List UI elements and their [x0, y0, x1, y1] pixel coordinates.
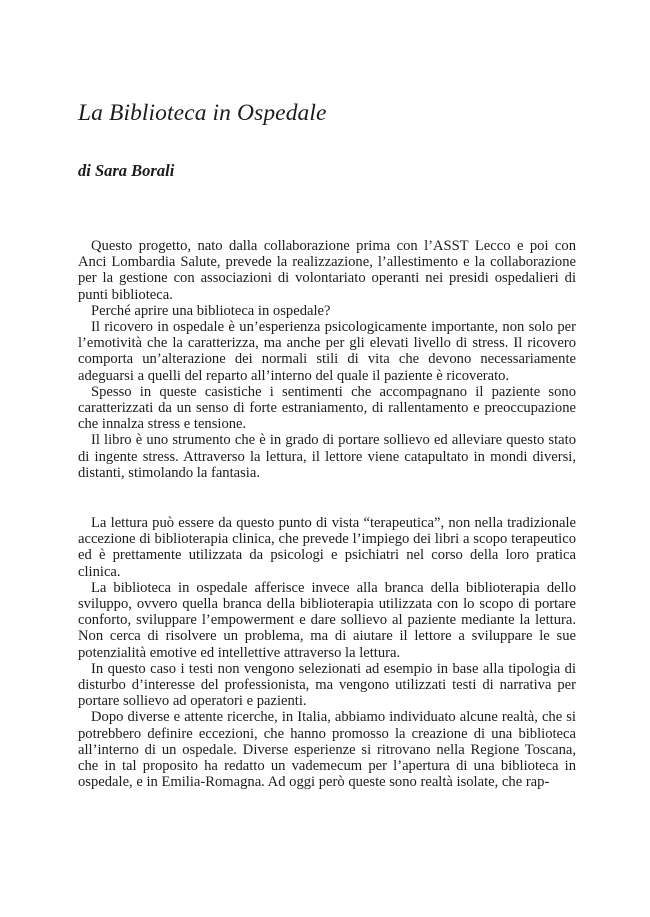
- paragraph: La biblioteca in ospedale afferisce invece alla branca della biblioterapia dello sviluppo, ovvero quella branca della biblioterapia utilizzata con lo scopo di portare conforto, sviluppare l’empowerment e dare sollievo al paziente mediante la lettura. Non cerca di risolvere un problema, ma di aiutare il lettore a sviluppare le sue potenzialità emotive ed intellettive attraverso la lettura.: [78, 579, 576, 661]
- paragraph: Perché aprire una biblioteca in ospedale?: [91, 302, 331, 319]
- paragraph: Questo progetto, nato dalla collaborazione prima con l’ASST Lecco e poi con Anci Lombardia Salute, prevede la realizzazione, l’allestimento e la collaborazione per la gestione con associazioni di volontariato operanti nei presidi ospedalieri di punti biblioteca.: [78, 238, 576, 303]
- body-section-1: [78, 238, 576, 481]
- paragraph: Il libro è uno strumento che è in grado di portare sollievo ed alleviare questo stato di ingente stress. Attraverso la lettura, il lettore viene catapultato in mondi diversi, distanti, stimolando la fantasia.: [78, 432, 576, 481]
- paragraph: Spesso in queste casistiche i sentimenti che accompagnano il paziente sono caratterizzati da un senso di forte estraniamento, di rallentamento e preoccupazione che innalza stress e tensione.: [78, 383, 576, 433]
- paragraph: In questo caso i testi non vengono selezionati ad esempio in base alla tipologia di disturbo d’interesse del professionista, ma vengono utilizzati testi di narrativa per portare sollievo ad operatori e pazienti.: [78, 660, 576, 710]
- article-title: La Biblioteca in Ospedale: [78, 100, 327, 126]
- paragraph: Dopo diverse e attente ricerche, in Italia, abbiamo individuato alcune realtà, che si potrebbero definire eccezioni, che hanno promosso la creazione di una biblioteca all’interno di un ospedale. Diverse esperienze si ritrovano nella Regione Toscana, che in tal proposito ha redatto un vademecum per l’apertura di una biblioteca in ospedale, e in Emilia-Romagna. Ad oggi però queste sono realtà isolate, che rap-: [78, 709, 576, 791]
- paragraph: Il ricovero in ospedale è un’esperienza psicologicamente importante, non solo per l’emotività che la caratterizza, ma anche per gli elevati livello di stress. Il ricovero comporta un’alterazione dei normali stili di vita che devono necessariamente adeguarsi a quelli del reparto all’interno del quale il paziente è ricoverato.: [78, 319, 576, 384]
- paragraph: La lettura può essere da questo punto di vista “terapeutica”, non nella tradizionale accezione di biblioterapia clinica, che prevede l’impiego dei libri a scopo terapeutico ed è prettamente utilizzata da psicologi e psichiatri nel corso della loro pratica clinica.: [78, 515, 576, 580]
- article-byline: di Sara Borali: [78, 161, 175, 180]
- body-section-2: [78, 515, 576, 790]
